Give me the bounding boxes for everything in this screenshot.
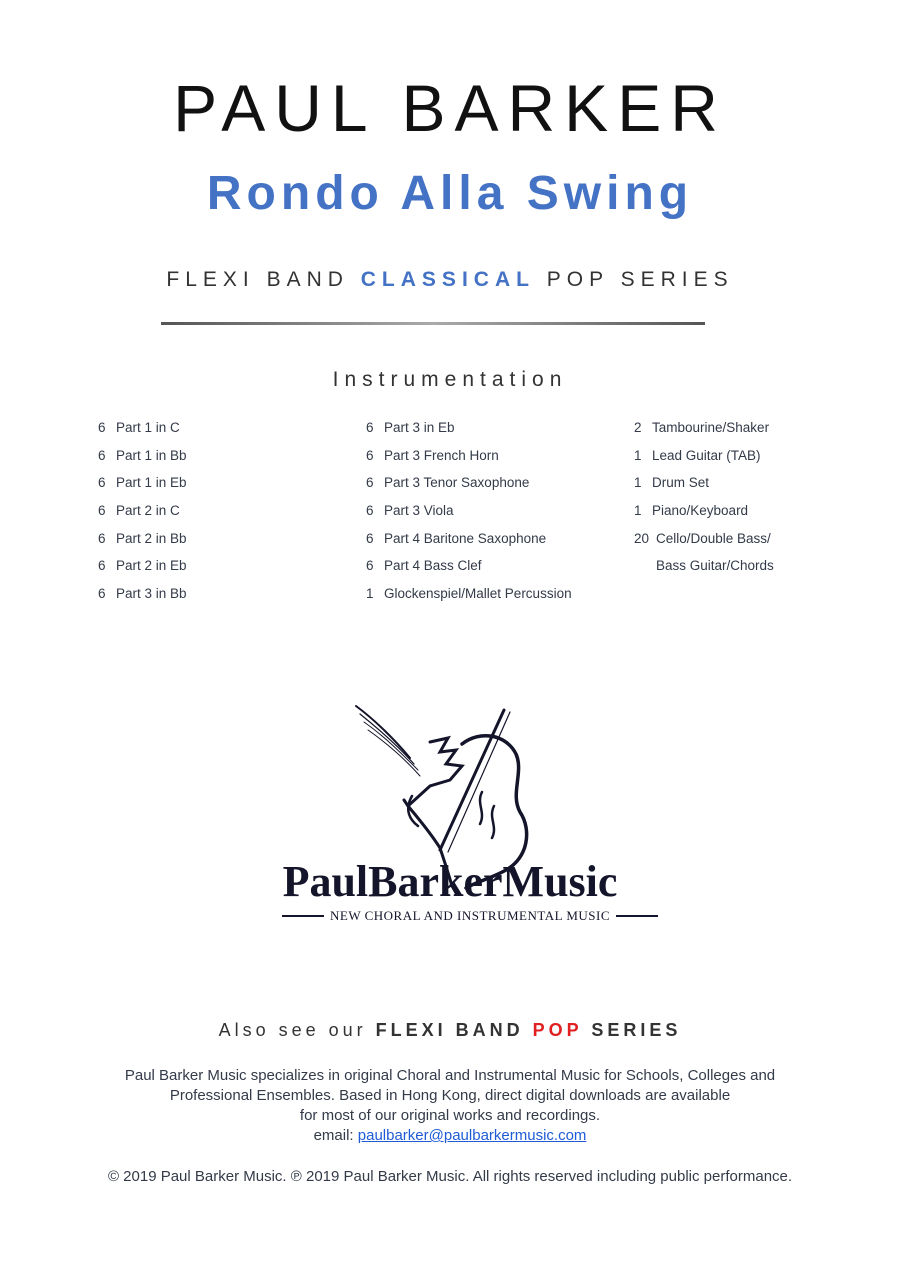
instrument-qty: 6 — [98, 475, 106, 491]
also-see-line — [0, 1020, 900, 1041]
tagline-text: NEW CHORAL AND INSTRUMENTAL MUSIC — [329, 908, 611, 923]
instrument-qty: 1 — [634, 447, 642, 463]
blurb-line: Paul Barker Music specializes in original Choral and Instrumental Music for Schools, Colleges and — [124, 1067, 776, 1084]
logo-wordmark: PaulBarkerMusic — [282, 857, 618, 906]
instrument-part: Part 3 Tenor Saxophone — [384, 475, 530, 491]
instrument-qty: 6 — [98, 447, 106, 463]
instrument-row — [634, 473, 774, 501]
instrument-qty: 6 — [98, 530, 106, 546]
series-accent: CLASSICAL — [360, 268, 535, 291]
series-line — [0, 266, 900, 294]
instrument-column-2 — [366, 418, 572, 612]
instrument-part: Drum Set — [652, 475, 710, 491]
instrument-qty: 2 — [634, 420, 642, 435]
instrument-row — [634, 529, 774, 557]
instrument-part: Part 3 in Eb — [384, 420, 455, 435]
instrument-row-continuation: Bass Guitar/Chords — [656, 558, 774, 574]
hair-stroke — [368, 730, 420, 776]
hair-stroke — [356, 706, 410, 758]
instrument-qty: 6 — [98, 586, 106, 602]
instrument-part: Part 4 Baritone Saxophone — [384, 530, 547, 546]
instrument-part: Cello/Double Bass/ — [656, 530, 771, 546]
instrument-row — [98, 473, 187, 501]
instrument-qty: 1 — [366, 586, 374, 602]
blurb-line: Professional Ensembles. Based in Hong Kong, direct digital downloads are available — [169, 1087, 731, 1104]
instrument-part: Part 2 in Eb — [116, 558, 187, 574]
instrument-qty: 6 — [98, 558, 106, 574]
instrument-qty: 6 — [366, 503, 374, 519]
instrument-row — [634, 446, 774, 474]
instrument-part: Part 2 in C — [116, 503, 180, 519]
instrument-part: Part 4 Bass Clef — [384, 558, 482, 574]
email-line — [0, 1126, 900, 1146]
instrument-qty: 6 — [366, 447, 374, 463]
instrument-row — [98, 529, 187, 557]
instrument-row — [634, 418, 774, 446]
instrument-row — [366, 556, 572, 584]
also-pop: POP — [532, 1020, 583, 1040]
instrument-qty: 6 — [366, 475, 374, 491]
tagline-rule-right — [616, 915, 658, 917]
instrument-qty: 20 — [634, 530, 650, 546]
instrument-qty: 6 — [366, 558, 374, 574]
series-prefix: FLEXI BAND — [166, 268, 361, 291]
instrument-part: Tambourine/Shaker — [652, 420, 770, 435]
instrument-row — [98, 501, 187, 529]
instrument-qty: 6 — [98, 420, 106, 435]
instrument-qty: 6 — [366, 420, 374, 435]
instrument-row — [366, 501, 572, 529]
instrument-part: Lead Guitar (TAB) — [652, 447, 761, 463]
instrument-qty: 6 — [98, 503, 106, 519]
instrument-row — [98, 556, 187, 584]
instrument-qty: 1 — [634, 503, 642, 519]
instrument-row — [634, 501, 774, 529]
instrument-row — [366, 529, 572, 557]
instrument-part: Piano/Keyboard — [652, 503, 749, 519]
instrumentation-heading: Instrumentation — [332, 368, 568, 391]
series-suffix: POP SERIES — [534, 268, 734, 291]
instrument-row — [98, 418, 187, 446]
instrument-row — [366, 473, 572, 501]
composer-name: PAUL BARKER — [173, 71, 727, 145]
instrument-part: Part 1 in Bb — [116, 447, 187, 463]
f-hole — [492, 806, 494, 838]
piece-title: Rondo Alla Swing — [206, 167, 694, 220]
instrument-row — [366, 446, 572, 474]
instrument-part: Glockenspiel/Mallet Percussion — [384, 586, 572, 602]
logo-tagline — [282, 908, 658, 924]
instrument-part: Part 1 in Eb — [116, 475, 187, 491]
instrument-qty: 1 — [634, 475, 642, 491]
email-link[interactable]: paulbarker@paulbarkermusic.com — [357, 1127, 587, 1144]
instrument-part: Part 3 Viola — [384, 503, 454, 519]
instrument-qty: 6 — [366, 530, 374, 546]
hair-stroke — [360, 714, 414, 764]
also-prefix: Also see our — [218, 1020, 376, 1040]
hair-stroke — [364, 722, 418, 770]
instrument-row — [366, 418, 572, 446]
instrument-column-1 — [98, 418, 187, 612]
instrument-part: Part 2 in Bb — [116, 530, 187, 546]
instrument-row — [98, 446, 187, 474]
instrument-row — [366, 584, 572, 612]
instrument-row — [98, 584, 187, 612]
instrument-part: Part 3 in Bb — [116, 586, 187, 602]
divider — [161, 322, 705, 325]
blurb-line: for most of our original works and recordings. — [299, 1107, 601, 1124]
email-label: email: — [313, 1127, 358, 1144]
instrument-part: Part 1 in C — [116, 420, 180, 435]
about-blurb — [0, 1066, 900, 1146]
copyright-notice: © 2019 Paul Barker Music. ℗ 2019 Paul Barker Music. All rights reserved including public performance. — [107, 1168, 793, 1185]
tagline-rule-left — [282, 915, 324, 917]
bow-hair — [448, 712, 510, 852]
also-bold-2: SERIES — [582, 1020, 682, 1040]
f-hole — [480, 792, 482, 824]
instrument-column-3 — [634, 418, 774, 584]
instrument-part: Part 3 French Horn — [384, 447, 499, 463]
also-bold-1: FLEXI BAND — [375, 1020, 533, 1040]
